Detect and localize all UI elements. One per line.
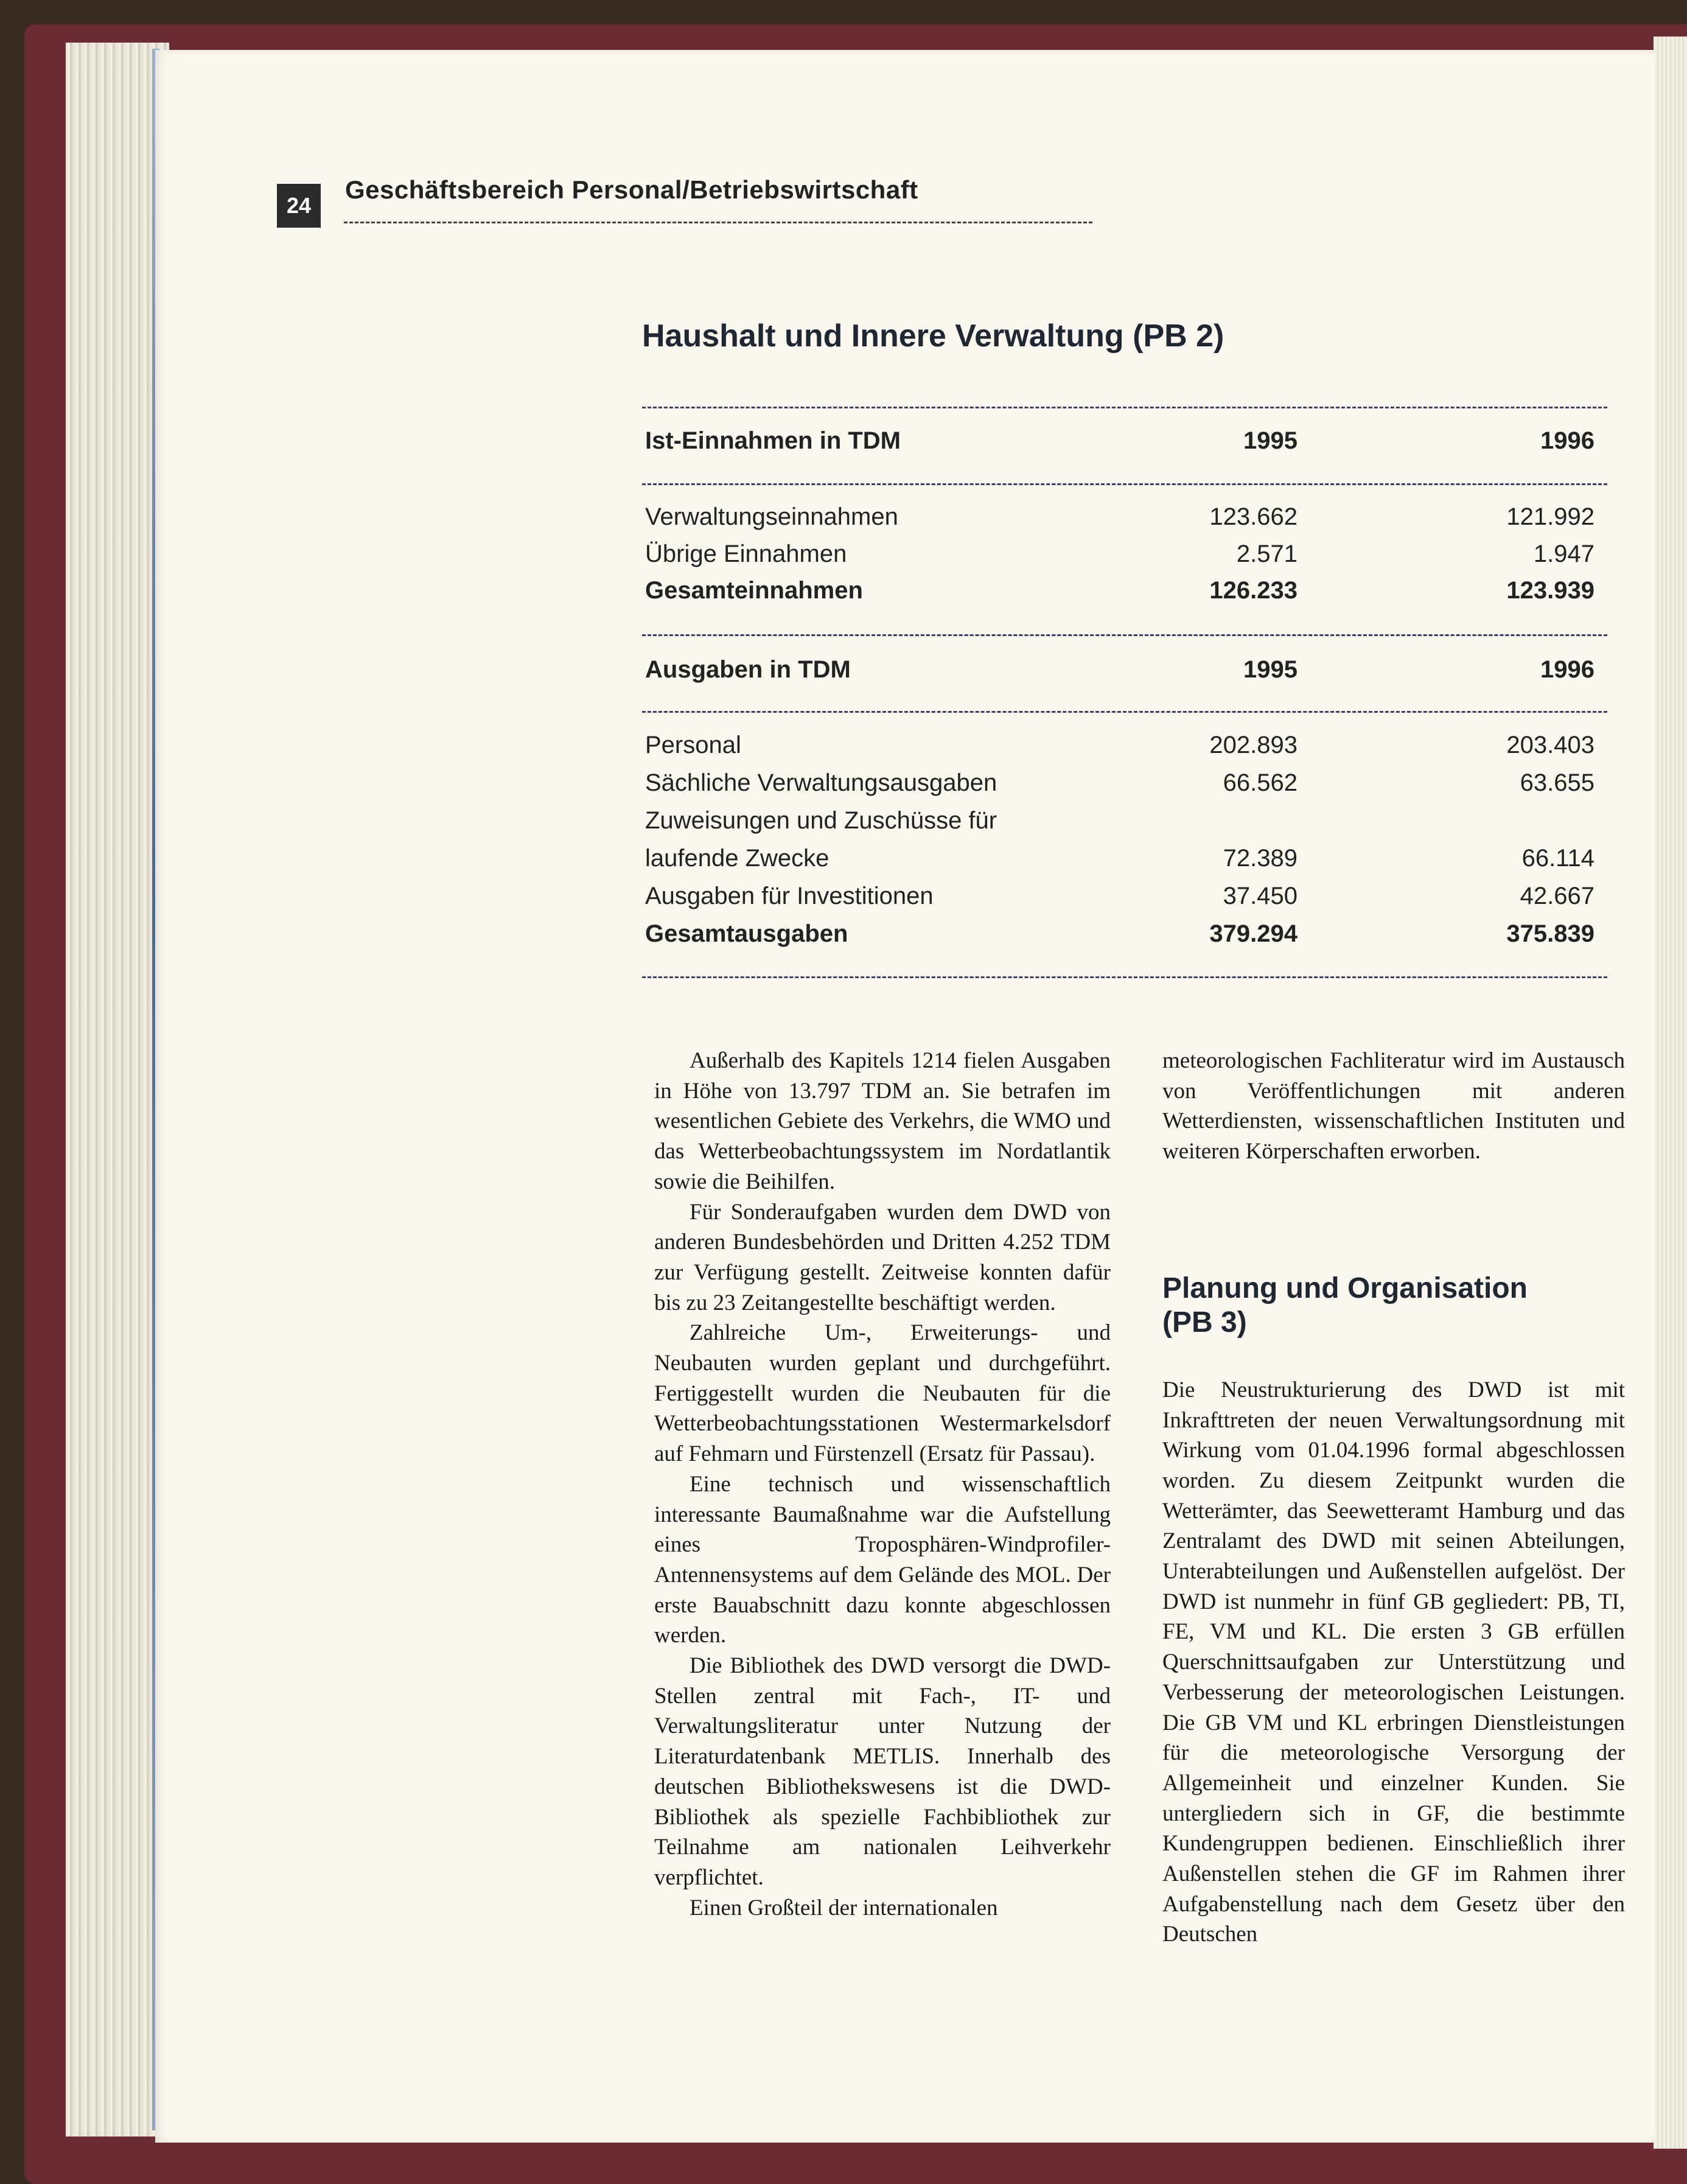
header-divider [344,222,1092,223]
table-row [645,845,1594,879]
table-divider [642,407,1607,408]
section-title-haushalt: Haushalt und Innere Verwaltung (PB 2) [642,318,1224,354]
row-value-1995: 72.389 [1223,845,1298,872]
row-label: laufende Zwecke [645,845,830,872]
row-value-1995: 379.294 [1209,920,1298,947]
row-value-1996: 1.947 [1533,541,1594,567]
table-divider [642,634,1607,636]
book-page [155,50,1655,2143]
table-divider [642,483,1607,485]
table-row [645,807,1594,841]
row-value-1996: 375.839 [1506,920,1594,947]
table-row [645,883,1594,917]
row-value-1995: 126.233 [1209,577,1298,604]
text-column-left [654,1046,1111,1923]
paragraph: Einen Großteil der internationalen [690,1895,998,1920]
row-label: Gesamteinnahmen [645,577,863,604]
table-row [645,732,1594,766]
table-header-year-1996: 1996 [1540,656,1594,683]
row-label: Sächliche Verwaltungsausgaben [645,769,997,796]
row-value-1995: 2.571 [1236,541,1298,567]
paragraph: Eine technisch und wissenschaftlich interessante Baumaßnahme war die Aufstellung eines Troposphären-Windprofiler-Antennensystems auf dem Gelände des MOL. Der erste Bauabschnitt dazu konnte abgeschlossen werden. [654,1471,1111,1648]
paragraph: Für Sonderaufgaben wurden dem DWD von anderen Bundesbehörden und Dritten 4.252 TDM zur Verfügung gestellt. Zeitweise konnten dafür bis zu 23 Zeitangestellte beschäftigt werden. [654,1199,1111,1315]
paragraph: Außerhalb des Kapitels 1214 fielen Ausgaben in Höhe von 13.797 TDM an. Sie betrafen im wesentlichen Gebiete des Verkehrs, die WMO und das Wetterbeobachtungssystem im Nordatlantik sowie die Beihilfen. [654,1048,1111,1194]
text-column-right [1162,1046,1625,1950]
row-value-1995: 37.450 [1223,883,1298,909]
table-header-year-1995: 1995 [1243,656,1298,683]
row-label: Ausgaben für Investitionen [645,883,934,909]
table-row-total [645,920,1594,954]
paragraph: Zahlreiche Um-, Erweiterungs- und Neubauten wurden geplant und durchgeführt. Fertiggestellt wurden die Neubauten für die Wetterbeobachtungsstationen Westermarkelsdorf auf Fehmarn und Fürstenzell (Ersatz für Passau). [654,1320,1111,1467]
row-label: Gesamtausgaben [645,920,848,947]
row-value-1995: 66.562 [1223,769,1298,796]
row-value-1996: 123.939 [1506,577,1594,604]
paragraph: Die Bibliothek des DWD versorgt die DWD-Stellen zentral mit Fach-, IT- und Verwaltungsliteratur unter Nutzung der Literaturdatenbank METLIS. Innerhalb des deutschen Bibliothekswesens ist die DWD-Bibliothek als spezielle Fachbibliothek zur Teilnahme am nationalen Leihverkehr verpflichtet. [654,1653,1111,1890]
section-title-planung [1162,1272,1625,1340]
table-header-label: Ausgaben in TDM [645,656,851,683]
table-divider [642,976,1607,978]
section-title-line: (PB 3) [1162,1306,1247,1339]
row-value-1995: 202.893 [1209,732,1298,758]
row-value-1996: 203.403 [1506,732,1594,758]
row-value-1996: 66.114 [1521,845,1594,872]
table-divider [642,711,1607,713]
table-row [645,769,1594,803]
section-title-line: Planung und Organisation [1162,1272,1528,1304]
table-row-total [645,577,1594,611]
table-header-label: Ist-Einnahmen in TDM [645,427,901,454]
table-header-year-1995: 1995 [1243,427,1298,454]
table-header-income [645,427,1594,461]
table-header-year-1996: 1996 [1540,427,1594,454]
page-stack-right [1654,37,1687,2149]
paragraph: Die Neustrukturierung des DWD ist mit Inkrafttreten der neuen Verwaltungsordnung mit Wirkung vom 01.04.1996 formal abgeschlossen worden. Zu diesem Zeitpunkt wurden die Wetterämter, das Seewetteramt Hamburg und das Zentralamt des DWD mit seinen Abteilungen, Unterabteilungen und Außenstellen aufgelöst. Der DWD ist nunmehr in fünf GB gegliedert: PB, TI, FE, VM und KL. Die ersten 3 GB erfüllen Querschnittsaufgaben zur Unterstützung und Verbesserung der meteorologischen Leistungen. Die GB VM und KL erbringen Dienstleistungen für die meteorologische Versorgung der Allgemeinheit und einzelner Kunden. Sie untergliedern sich in GF, die bestimmte Kundengruppen bedienen. Einschließlich ihrer Außenstellen stehen die GF im Rahmen ihrer Aufgabenstellung nach dem Gesetz über den Deutschen [1162,1377,1625,1947]
page-number: 24 [277,184,321,228]
table-row [645,503,1594,537]
paragraph-continuation: meteorologischen Fachliteratur wird im Austausch von Veröffentlichungen mit anderen Wetterdiensten, wissenschaftlichen Instituten und weiteren Körperschaften erworben. [1162,1048,1625,1164]
row-value-1996: 42.667 [1520,883,1594,909]
row-label: Übrige Einnahmen [645,541,847,567]
table-row [645,541,1594,575]
row-value-1995: 123.662 [1209,503,1298,530]
table-header-expenses [645,656,1594,690]
row-label: Zuweisungen und Zuschüsse für [645,807,997,834]
row-label: Personal [645,732,741,758]
row-value-1996: 63.655 [1520,769,1594,796]
row-label: Verwaltungseinnahmen [645,503,898,530]
running-title: Geschäftsbereich Personal/Betriebswirtschaft [345,175,918,204]
row-value-1996: 121.992 [1506,503,1594,530]
